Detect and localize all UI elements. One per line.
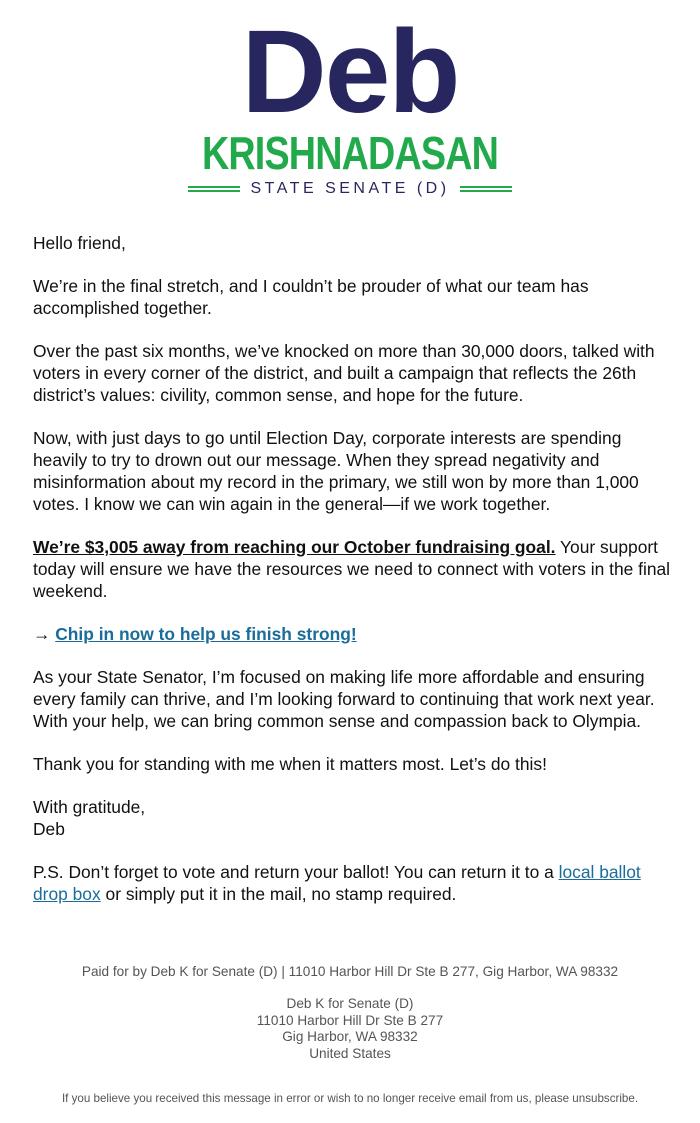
signoff-block — [33, 796, 673, 840]
unsubscribe-notice[interactable]: If you believe you received this message in error or wish to no longer receive email from us, please unsubscribe. — [61, 1092, 639, 1105]
email-body — [33, 232, 673, 926]
logo-rule-right — [460, 186, 512, 192]
logo-rule-left — [188, 186, 240, 192]
signature: Deb — [33, 819, 65, 839]
greeting: Hello friend, — [33, 233, 126, 253]
chip-in-link[interactable]: Chip in now to help us finish strong! — [55, 624, 357, 644]
logo-subtitle-row — [0, 180, 700, 198]
address-line-3: Gig Harbor, WA 98332 — [282, 1029, 418, 1044]
ballot-drop-box-link[interactable]: local ballot drop box — [33, 862, 641, 904]
paid-for-disclaimer: Paid for by Deb K for Senate (D) | 11010 Harbor Hill Dr Ste B 277, Gig Harbor, WA 98332 — [81, 964, 619, 979]
paragraph-4 — [33, 536, 673, 602]
ps-text-after: or simply put it in the mail, no stamp required. — [100, 884, 457, 904]
ps-text-before: P.S. Don’t forget to vote and return your ballot! You can return it to a — [33, 862, 559, 882]
paragraph-4-rest: Your support today will ensure we have the resources we need to connect with voters in the final weekend. — [33, 537, 671, 601]
fundraising-goal-text: We’re $3,005 away from reaching our October fundraising goal. — [33, 537, 556, 557]
campaign-logo — [0, 6, 700, 198]
postscript — [33, 861, 673, 905]
cta-line — [33, 623, 673, 645]
signoff: With gratitude, — [33, 797, 146, 817]
mailing-address — [0, 996, 700, 1062]
paragraph-6: Thank you for standing with me when it matters most. Let’s do this! — [33, 754, 547, 774]
paragraph-1: We’re in the final stretch, and I couldn’t be prouder of what our team has accomplished together. — [33, 276, 589, 318]
logo-last-name: KRISHNADASAN — [201, 127, 499, 179]
address-line-2: 11010 Harbor Hill Dr Ste B 277 — [256, 1012, 444, 1028]
logo-first-name: Deb — [241, 6, 459, 138]
logo-subtitle: STATE SENATE (D) — [250, 180, 450, 197]
paragraph-3: Now, with just days to go until Election Day, corporate interests are spending heavily to try to drown out our message. When they spread negativity and misinformation about my record in the primary, we still won by more than 1,000 votes. I know we can win again in the general—if we work together. — [33, 428, 639, 514]
paragraph-2: Over the past six months, we’ve knocked on more than 30,000 doors, talked with voters in every corner of the district, and built a campaign that reflects the 26th district’s values: civility, common sense, and hope for the future. — [33, 341, 655, 405]
address-line-1: Deb K for Senate (D) — [286, 996, 414, 1011]
paragraph-5: As your State Senator, I’m focused on making life more affordable and ensuring every family can thrive, and I’m looking forward to continuing that work next year. With your help, we can bring common sense and compassion back to Olympia. — [33, 667, 655, 731]
arrow-icon: → — [33, 624, 56, 644]
address-line-4: United States — [309, 1045, 391, 1061]
